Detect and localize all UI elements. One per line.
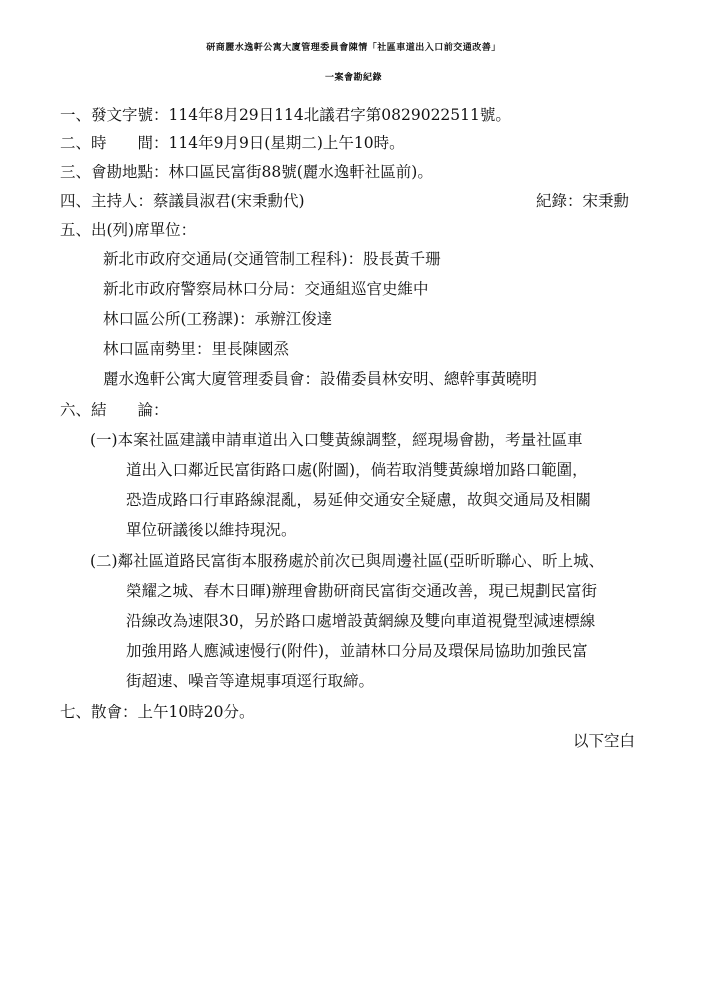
attendee-item: 林口區南勢里：里長陳國烝 <box>103 340 290 358</box>
conclusion-2-line: 街超速、噪音等違規事項逕行取締。 <box>126 672 375 690</box>
attendee-item: 新北市政府交通局(交通管制工程科)：股長黃千珊 <box>103 250 441 268</box>
attendee-item: 麗水逸軒公寓大廈管理委員會：設備委員林安明、總幹事黃曉明 <box>103 370 538 388</box>
attendee-item: 林口區公所(工務課)：承辦江俊達 <box>103 310 333 328</box>
conclusion-1-line: (一)本案社區建議申請車道出入口雙黃線調整，經現場會勘，考量社區車 <box>90 431 583 449</box>
host: 四、主持人：蔡議員淑君(宋秉勳代) <box>60 192 305 210</box>
conclusion-2-line: 沿線改為速限30，另於路口處增設黃網線及雙向車道視覺型減速標線 <box>126 612 596 630</box>
conclusion-1-line: 道出入口鄰近民富街路口處(附圖)，倘若取消雙黃線增加路口範圍， <box>126 461 588 479</box>
doc-number: 一、發文字號：114年8月29日114北議君字第0829022511號。 <box>60 106 511 124</box>
conclusion-heading: 六、結 論： <box>60 401 169 419</box>
conclusion-1-line: 恐造成路口行車路線混亂，易延伸交通安全疑慮，故與交通局及相關 <box>126 491 592 509</box>
title-line-1: 研商麗水逸軒公寓大廈管理委員會陳情「社區車道出入口前交通改善」 <box>206 43 501 53</box>
title-line-2: 一案會勘紀錄 <box>324 73 382 83</box>
conclusion-1-line: 單位研議後以維持現況。 <box>126 521 297 539</box>
blank-note: 以下空白 <box>573 732 636 750</box>
meeting-time: 二、時 間：114年9月9日(星期二)上午10時。 <box>60 134 405 152</box>
adjourn-time: 七、散會：上午10時20分。 <box>60 703 255 721</box>
attendees-heading: 五、出(列)席單位： <box>60 221 197 239</box>
meeting-place: 三、會勘地點：林口區民富街88號(麗水逸軒社區前)。 <box>60 163 433 181</box>
conclusion-2-line: (二)鄰社區道路民富街本服務處於前次已與周邊社區(亞昕昕聯心、昕上城、 <box>90 552 605 570</box>
attendee-item: 新北市政府警察局林口分局：交通組巡官史維中 <box>103 280 429 298</box>
conclusion-2-line: 榮耀之城、春木日暉)辦理會勘研商民富街交通改善，現已規劃民富街 <box>126 582 598 600</box>
conclusion-2-line: 加強用路人應減速慢行(附件)，並請林口分局及環保局協助加強民富 <box>126 642 588 660</box>
recorder: 紀錄：宋秉勳 <box>536 192 630 210</box>
